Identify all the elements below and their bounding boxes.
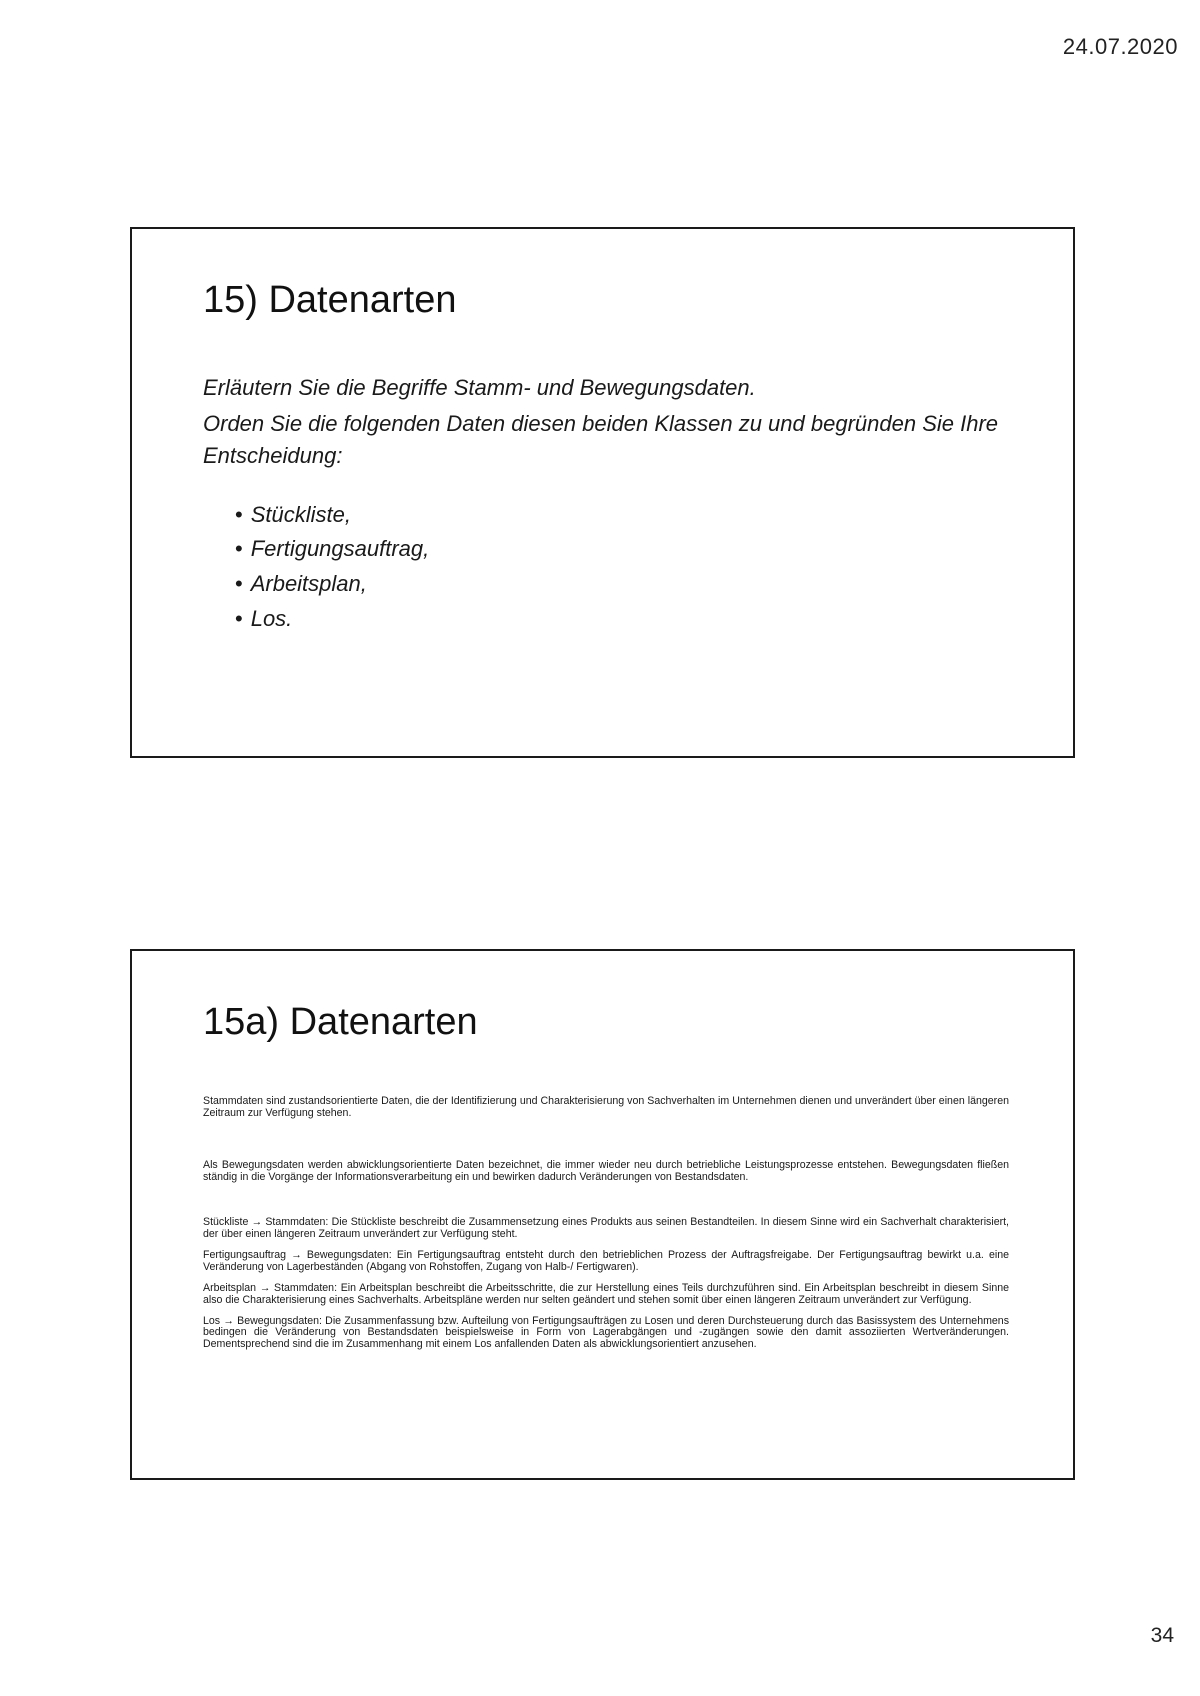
slide-answer <box>130 949 1075 1480</box>
answer-paragraph: Fertigungsauftrag → Bewegungsdaten: Ein Fertigungsauftrag entsteht durch den betrieblichen Prozess der Auftragsfreigabe. Der Fertigungsauftrag bewirkt u.a. eine Veränderung von Lagerbeständen (Abgang von Rohstoffen, Zugang von Halb-/ Fertigwaren). <box>203 1249 1009 1274</box>
slide-question <box>130 227 1075 758</box>
answer-paragraph: Stückliste → Stammdaten: Die Stückliste beschreibt die Zusammensetzung eines Produkts aus seinen Bestandteilen. In diesem Sinne wird ein Sachverhalt charakterisiert, der über einen längeren Zeitraum unverändert zur Verfügung steht. <box>203 1216 1009 1241</box>
answer-body <box>203 1096 1009 1351</box>
bullet-icon: • <box>235 501 243 527</box>
question-line: Orden Sie die folgenden Daten diesen beiden Klassen zu und begründen Sie Ihre Entscheidung: <box>203 410 999 468</box>
answer-paragraph: Los → Bewegungsdaten: Die Zusammenfassung bzw. Aufteilung von Fertigungsaufträgen zu Losen und deren Durchsteuerung durch das Basissystem des Unternehmens bedingen die Veränderung von Bestandsdaten beispielsweise in Form von Lagerabgängen und -zugängen sowie den damit assoziierten Wertveränderungen. Dementsprechend sind die im Zusammenhang mit einem Los anfallenden Daten als abwicklungsorientiert anzusehen. <box>203 1314 1009 1351</box>
list-item-text: Arbeitsplan, <box>250 571 367 597</box>
page-date: 24.07.2020 <box>1062 34 1178 59</box>
list-item <box>235 534 1033 564</box>
answer-paragraph: Arbeitsplan → Stammdaten: Ein Arbeitsplan beschreibt die Arbeitsschritte, die zur Herstellung eines Teils durchzuführen sind. Ein Arbeitsplan beschreibt in diesem Sinne also die Charakterisierung eines Sachverhalts. Arbeitspläne werden nur selten geändert und stehen somit über einen längeren Zeitraum unverändert zur Verfügung. <box>203 1281 1009 1306</box>
answer-paragraph: Stammdaten sind zustandsorientierte Daten, die der Identifizierung und Charakterisierung von Sachverhalten im Unternehmen dienen und unverändert über einen längeren Zeitraum zur Verfügung stehen. <box>203 1095 1009 1119</box>
bullet-icon: • <box>235 536 243 562</box>
list-item-text: Los. <box>250 605 293 631</box>
question-body <box>203 372 1033 638</box>
list-item-text: Stückliste, <box>250 501 351 527</box>
bullet-icon: • <box>235 605 243 631</box>
slide-title: 15) Datenarten <box>203 279 457 321</box>
bullet-icon: • <box>235 571 243 597</box>
answer-paragraph: Als Bewegungsdaten werden abwicklungsorientierte Daten bezeichnet, die immer wieder neu durch betriebliche Leistungsprozesse entstehen. Bewegungsdaten fließen ständig in die Vorgänge der Informationsverarbeitung ein und bewirken dadurch Veränderungen von Bestandsdaten. <box>203 1158 1009 1183</box>
list-item-text: Fertigungsauftrag, <box>250 536 430 562</box>
slide-title: 15a) Datenarten <box>203 1001 478 1043</box>
list-item <box>235 569 1033 599</box>
list-item <box>235 500 1033 530</box>
page-number: 34 <box>1150 1624 1174 1647</box>
bullet-list <box>203 500 1033 634</box>
question-line: Erläutern Sie die Begriffe Stamm- und Bewegungsdaten. <box>203 375 756 400</box>
list-item <box>235 604 1033 634</box>
